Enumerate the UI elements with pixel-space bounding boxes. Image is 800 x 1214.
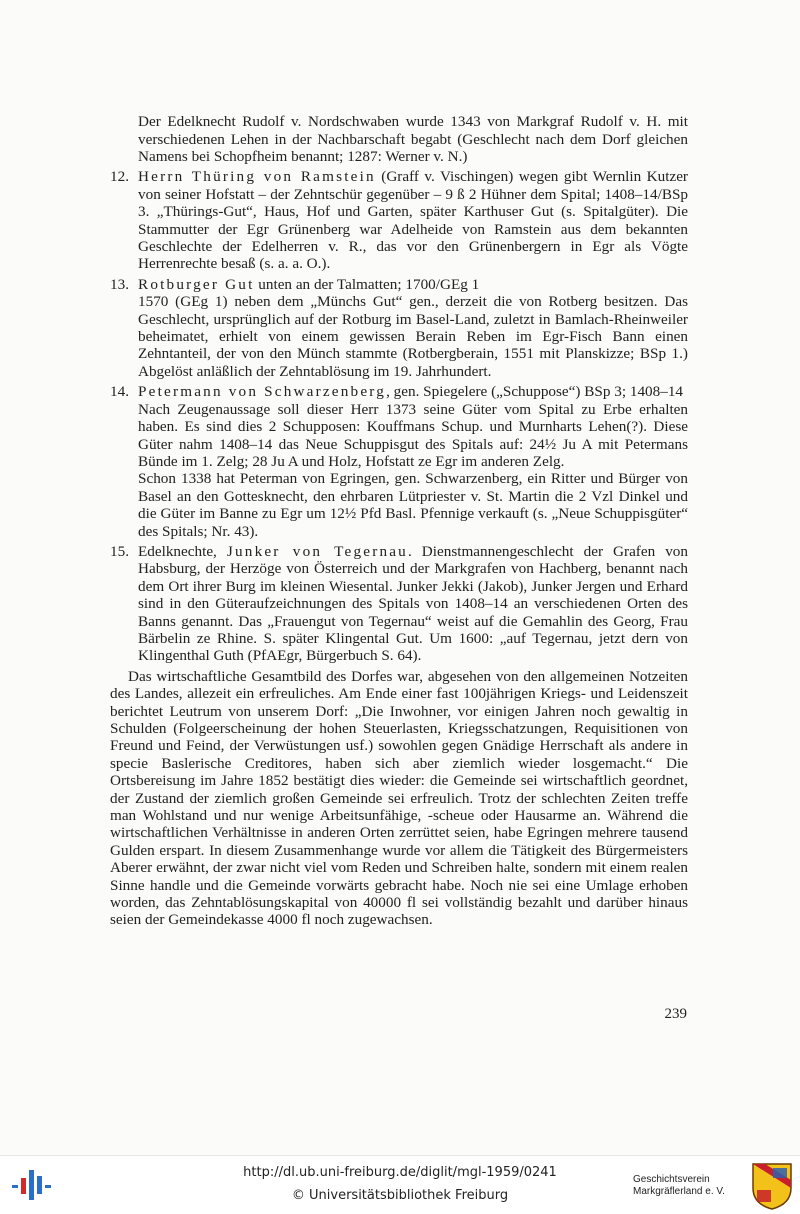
entry-continuation: 1570 (GEg 1) neben dem „Münchs Gut“ gen., derzeit die von Rotberg besitzen. Das Geschlecht, ursprünglich auf der Rotburg im Basel-Land, zuletzt in Bamlach-Rheinweiler beheimatet, erhielt von einem gewissen Berain Reben im Egr-Fisch Bann einen Zehntanteil, der von den Münch stammte (Rotbergberain, 1551 mit Planskizze; BSp 1.) Abgelöst anläßlich der Zehntablösung im 19. Jahrhundert. [138,293,688,380]
entry-text: unten an der Talmatten; 1700/GEg 1 [254,275,480,293]
entry-number: 13. [110,275,129,293]
viewer-footer [0,1155,800,1214]
crest-icon[interactable] [751,1162,793,1210]
entry-name-prefix: Edelknechte, [138,542,227,560]
society-line: Geschichtsverein [633,1174,710,1185]
entry-continuation: Schon 1338 hat Peterman von Egringen, gen. Schwarzenberg, ein Ritter und Bürger von Basel an den Gottesknecht, den ehrbaren Lütpriester v. St. Martin die 2 Vzl Dinkel und die Güter im Banne zu Egr um 12½ Pfd Basl. Pfennige verkauft (s. „Neue Schuppisgüter“ des Spitals; Nr. 43). [138,470,688,540]
list-item [110,276,688,380]
entry-name: Petermann von Schwarzenberg [138,383,387,401]
entry-number: 15. [110,542,129,560]
entry-text: , gen. Spiegelere („Schuppose“) BSp 3; 1408–14 [386,383,684,401]
list-item [110,383,688,540]
body-paragraph: Das wirtschaftliche Gesamtbild des Dorfes war, abgesehen von den allgemeinen Notzeiten des Landes, allezeit ein erfreuliches. Am Ende einer fast 100jährigen Kriegs- und Leidenszeit berichtet Leutrum von unserem Dorf: „Die Inwohner, vor einigen Jahren noch gewaltig in Schulden (Folgeerscheinung der hohen Steuerlasten, Kriegsschatzungen, Requisitionen von Freund und Feind, der Verwüstungen usf.) sowohlen gegen Gnädige Herrschaft als andere in specie Baslerische Creditores, haben sich aber ziemlich wieder losgemacht.“ Die Ortsbereisung im Jahre 1852 bestätigt dies wieder: die Gemeinde sei wirtschaftlich geordnet, der Zustand der ziemlich großen Gemeinde sei erfreulich. Trotz der schlechten Zeiten treffe man Wohlstand und nur wenige Arbeitsunfähige, -scheue oder Hausarme an. Während die wirtschaftlichen Verhältnisse in anderen Orten zerrüttet seien, habe Egringen mehrere tausend Gulden erspart. In diesem Zusammenhange wurde vor allem die Tätigkeit des Bürgermeisters Aberer erwähnt, der zwar nicht viel vom Reden und Schreiben halte, sondern mit einem realen Sinne handle und die Gemeinde vorwärts gebracht habe. Noch nie sei eine Umlage erhoben worden, das Zehntablösungskapital von 40000 fl sei vollständig bezahlt und darüber hinaus seien der Gemeindekasse 4000 fl noch zugewachsen. [110,667,688,929]
entry-text: (Graff v. Vischingen) wegen gibt Wernlin Kutzer von seiner Hofstatt – der Zehntschür gegenüber – 9 ß 2 Hühner dem Spital; 1408–14/BSp 3. „Thürings-Gut“, Haus, Hof und Garten, später Karthuser Gut (s. Spitalgüter). Die Stammutter der Egr Grünenberg war Adelheide von Ramstein aus dem bekannten Geschlechte der Edelherren v. R., das vor den Grünenbergern in Egr als Vögte Herrenrechte besaß (s. a. a. O.). [138,168,688,273]
page-number: 239 [664,1006,687,1022]
list-item [110,168,688,272]
society-name [633,1174,745,1198]
entry-name: Junker von Tegernau [226,542,408,560]
entry-continuation: Nach Zeugenaussage soll dieser Herr 1373 seine Güter vom Spital zu Erbe erhalten haben. Es sind dies 2 Schupposen: Kouffmans Schup. und Murnharts Lehen(?). Diese Güter nahm 1408–14 das Neue Schuppisgut des Spitals auf: 24½ Ju A mit Petermans Bünde im 1. Zelg; 28 Ju A und Holz, Hofstatt ze Egr im anderen Zelg. [138,400,688,470]
entry-number: 12. [110,168,129,186]
text-body [110,98,688,929]
entry-name: Herrn Thüring von Ramstein [138,168,376,186]
entry-number: 14. [110,383,129,401]
list-item [110,543,688,665]
copyright-text: © Universitätsbibliothek Freiburg [291,1188,509,1203]
entry-intro: Der Edelknecht Rudolf v. Nordschwaben wurde 1343 von Markgraf Rudolf v. H. mit verschiedenen Lehen in der Nachbarschaft begabt (Geschlecht nach dem Dorf gleichen Namens bei Schopfheim benannt; 1287: Werner v. N.) [138,113,688,165]
entry-text: . Dienstmannengeschlecht der Grafen von Habsburg, der Herzöge von Österreich und der Markgrafen von Hachberg, benannt nach dem Ort ihrer Burg im kleinen Wiesental. Junker Jekki (Jakob), Junker Jergen und Erhard sind in den Güteraufzeichnungen des Spitals von 1408–14 an verschiedenen Orten des Banns genannt. Das „Frauengut von Tegernau“ weist auf die Gemahlin des Georg, Frau Bärbelin ze Rhine. S. später Klingental Gut. Um 1600: „auf Tegernau, jetzt dern von Klingenthal Guth (PfAEgr, Bürgerbuch S. 64). [138,542,688,665]
society-line: Markgräflerland e. V. [633,1186,725,1197]
permalink-link[interactable]: http://dl.ub.uni-freiburg.de/diglit/mgl-1959/0241 [243,1165,557,1180]
entry-name: Rotburger Gut [138,275,255,293]
